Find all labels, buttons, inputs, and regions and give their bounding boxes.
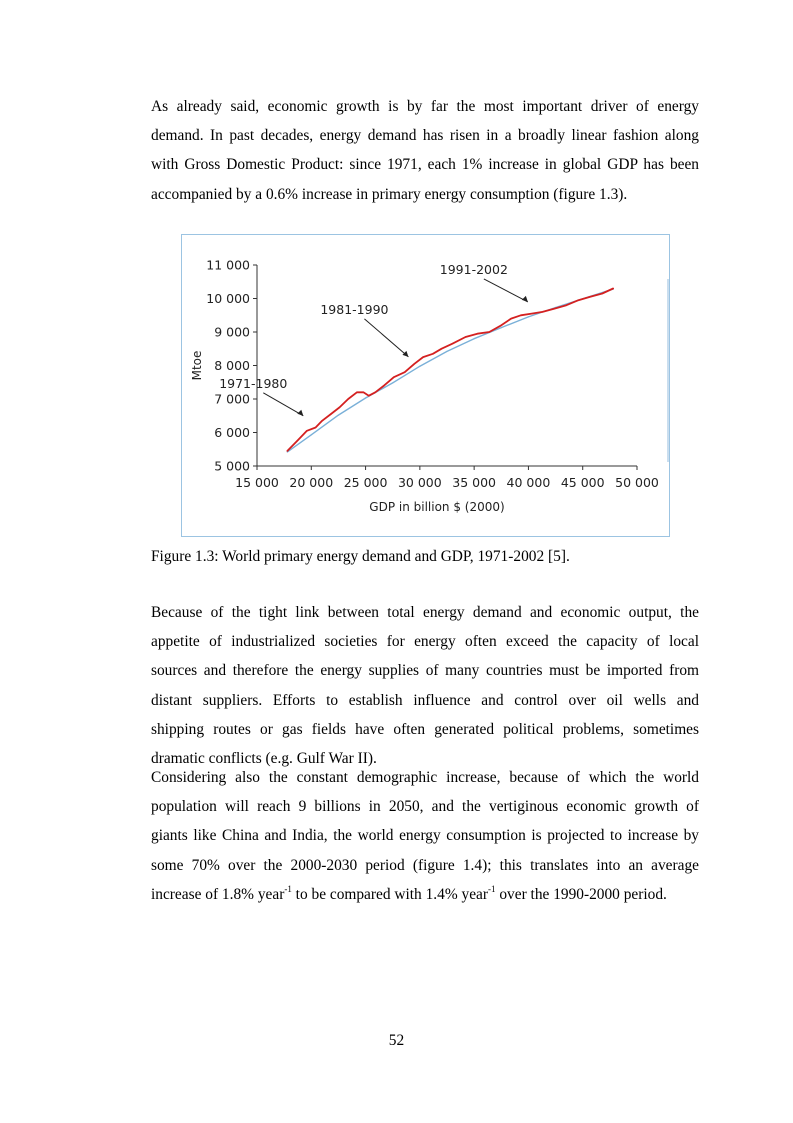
y-tick-label: 5 000 [214,458,250,474]
data-point-trend [338,415,339,416]
y-tick-label: 11 000 [206,257,250,273]
x-tick-label: 45 000 [560,475,605,490]
text-line: giants like China and India, the world energy consumption is projected to increase by [151,827,699,845]
text-fragment: over the 1990-2000 period. [495,885,667,903]
data-point-observed [375,392,376,393]
text-line: Because of the tight link between total energy demand and economic output, the [151,604,699,621]
text-line: population will reach 9 billions in 2050, and the vertiginous economic growth of [151,798,699,816]
x-tick-label: 25 000 [343,475,388,490]
text-line: some 70% over the 2000-2030 period (figure 1.4); this translates into an average [151,856,699,874]
text-line: Considering also the constant demographic increase, because of which the world [151,769,699,786]
text-fragment: to be compared with 1.4% year [291,885,488,903]
data-point-trend [419,366,420,367]
annotation-label: 1991-2002 [439,261,508,277]
data-point-observed [452,343,453,344]
data-point-observed [383,385,384,386]
data-point-observed [465,336,466,337]
y-tick-label: 8 000 [214,358,250,373]
text-line: shipping routes or gas fields have often generated political problems, sometimes [151,720,699,738]
text-line: sources and therefore the energy supplies of many countries must be imported from [151,662,699,680]
data-point-trend [392,382,393,383]
data-point-observed [414,363,415,364]
text-line: dramatic conflicts (e.g. Gulf War II). [151,749,377,767]
data-point-observed [613,288,614,289]
data-point-observed [501,325,502,326]
x-tick-label: 50 000 [615,475,659,490]
y-tick-label: 6 000 [214,425,250,440]
superscript: -1 [488,883,496,894]
data-point-observed [489,331,490,332]
text-line: accompanied by a 0.6% increase in primary energy consumption (figure 1.3). [151,185,628,203]
paragraph-energy-dependence [151,598,699,773]
data-point-observed [531,313,532,314]
text-line: distant suppliers. Efforts to establish influence and control over oil wells and [151,691,699,709]
text-fragment: increase of 1.8% year [151,885,285,903]
data-point-trend [501,327,502,328]
x-tick-label: 20 000 [289,475,334,490]
x-tick-label: 35 000 [452,475,497,490]
data-point-observed [393,377,394,378]
data-point-observed [363,392,364,393]
text-line: demand. In past decades, energy demand has risen in a broadly linear fashion along [151,127,699,145]
paragraph-intro [151,92,699,209]
data-point-observed [590,296,591,297]
y-tick-label: 9 000 [214,324,250,340]
annotation-label: 1971-1980 [219,375,288,391]
paragraph-projection [151,763,699,909]
data-point-observed [520,315,521,316]
data-point-observed [315,427,316,428]
data-point-observed [339,407,340,408]
x-tick-label: 30 000 [397,475,442,490]
data-point-observed [297,440,298,441]
superscript: -1 [284,883,292,894]
data-point-observed [554,308,555,309]
data-point-observed [542,311,543,312]
data-point-trend [311,434,312,435]
data-point-trend [474,338,475,339]
figure-1-3 [181,234,670,537]
data-point-observed [423,357,424,358]
gdp-energy-chart [181,234,670,537]
text-line: with Gross Domestic Product: since 1971, each 1% increase in global GDP has been [151,156,699,174]
x-tick-label: 40 000 [506,475,551,490]
data-point-observed [368,395,369,396]
data-point-observed [306,430,307,431]
data-point-observed [477,333,478,334]
text-line: As already said, economic growth is by far the most important driver of energy [151,98,699,115]
data-point-observed [287,450,288,451]
data-point-trend [528,316,529,317]
data-point-observed [441,348,442,349]
y-tick-label: 10 000 [206,291,250,306]
data-point-observed [432,353,433,354]
page-number: 52 [388,1032,405,1049]
data-point-observed [330,414,331,415]
annotation-label: 1981-1990 [320,301,389,317]
data-point-observed [511,318,512,319]
y-axis-label: Mtoe [190,350,204,381]
x-axis-label: GDP in billion $ (2000) [369,500,505,514]
text-line-with-superscripts [151,880,699,909]
data-point-observed [566,305,567,306]
data-point-observed [578,300,579,301]
figure-caption: Figure 1.3: World primary energy demand and GDP, 1971-2002 [5]. [151,548,570,565]
data-point-observed [602,293,603,294]
text-line: appetite of industrialized societies for energy often exceed the capacity of local [151,633,699,651]
data-point-observed [322,420,323,421]
data-point-observed [404,372,405,373]
data-point-observed [356,392,357,393]
data-point-trend [365,397,366,398]
x-tick-label: 15 000 [235,475,279,490]
data-point-trend [446,351,447,352]
y-tick-label: 7 000 [214,391,250,407]
data-point-observed [348,398,349,399]
